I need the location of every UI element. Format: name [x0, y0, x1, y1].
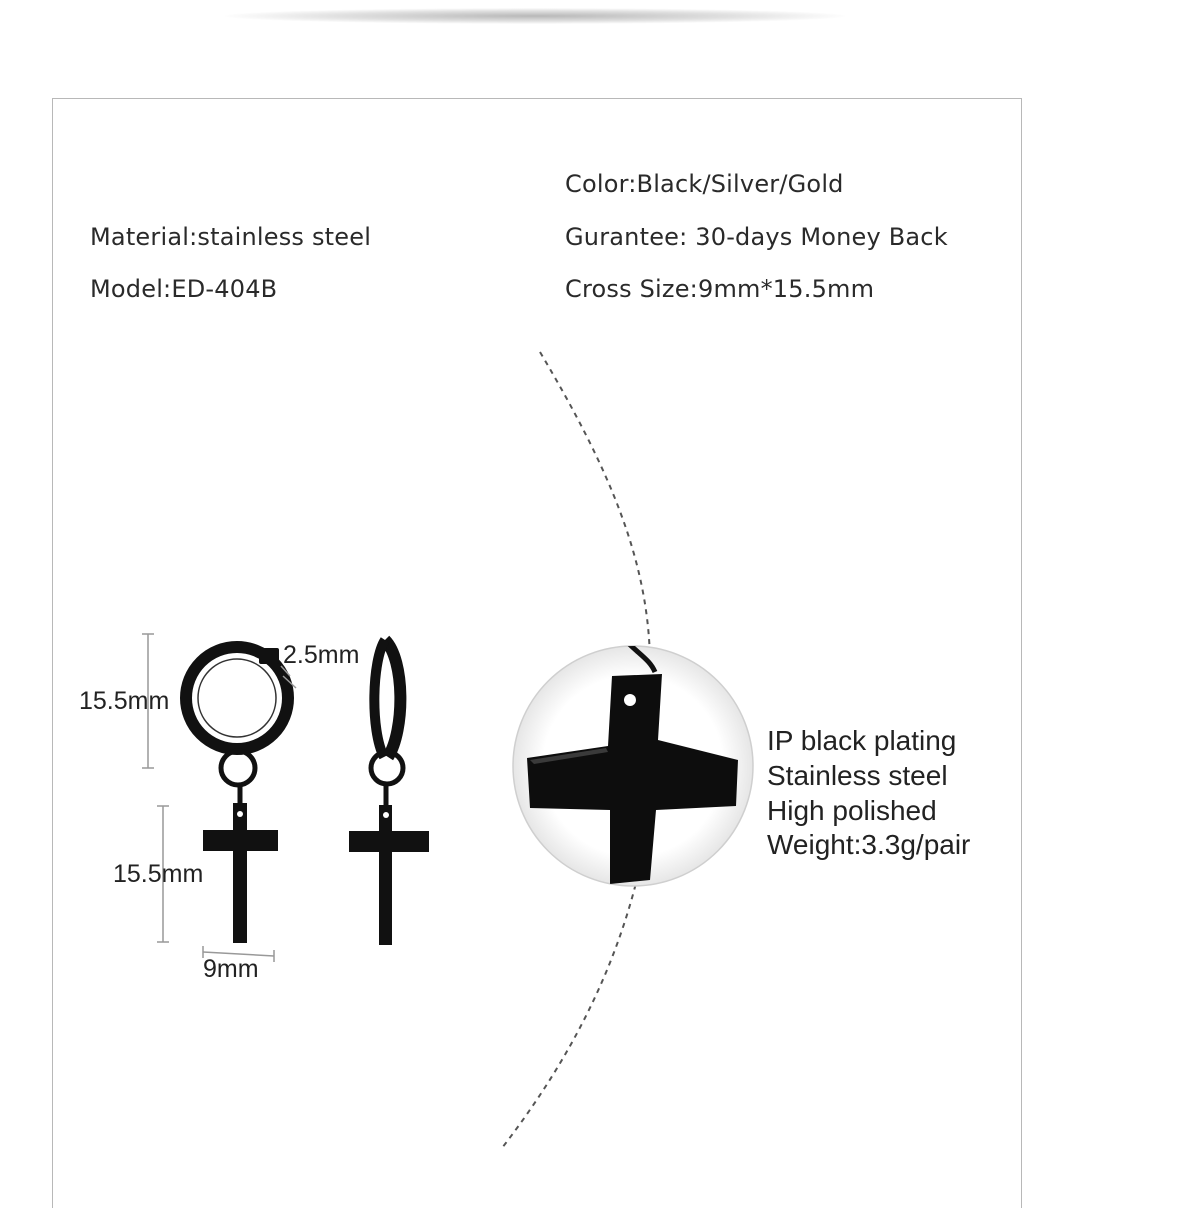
spec-guarantee: Gurantee: 30-days Money Back	[565, 223, 948, 251]
spec-color: Color:Black/Silver/Gold	[565, 170, 844, 198]
left-earring-image	[186, 647, 288, 943]
feature-finish: High polished	[767, 795, 937, 826]
hoop-thickness-label: 2.5mm	[283, 641, 360, 669]
dashed-divider-arc-lower	[502, 875, 638, 1148]
cross-width-label: 9mm	[203, 955, 259, 983]
hoop-height-label: 15.5mm	[79, 687, 170, 715]
spec-cross-size: Cross Size:9mm*15.5mm	[565, 275, 875, 303]
cross-height-label: 15.5mm	[113, 860, 204, 888]
feature-weight: Weight:3.3g/pair	[767, 829, 971, 860]
feature-plating: IP black plating	[767, 725, 957, 756]
spec-model: Model:ED-404B	[90, 275, 278, 303]
dashed-divider-arc	[540, 352, 650, 660]
feature-material: Stainless steel	[767, 760, 948, 791]
right-earring-image	[349, 640, 429, 945]
magnified-cross-image	[513, 640, 753, 886]
spec-material: Material:stainless steel	[90, 223, 372, 251]
